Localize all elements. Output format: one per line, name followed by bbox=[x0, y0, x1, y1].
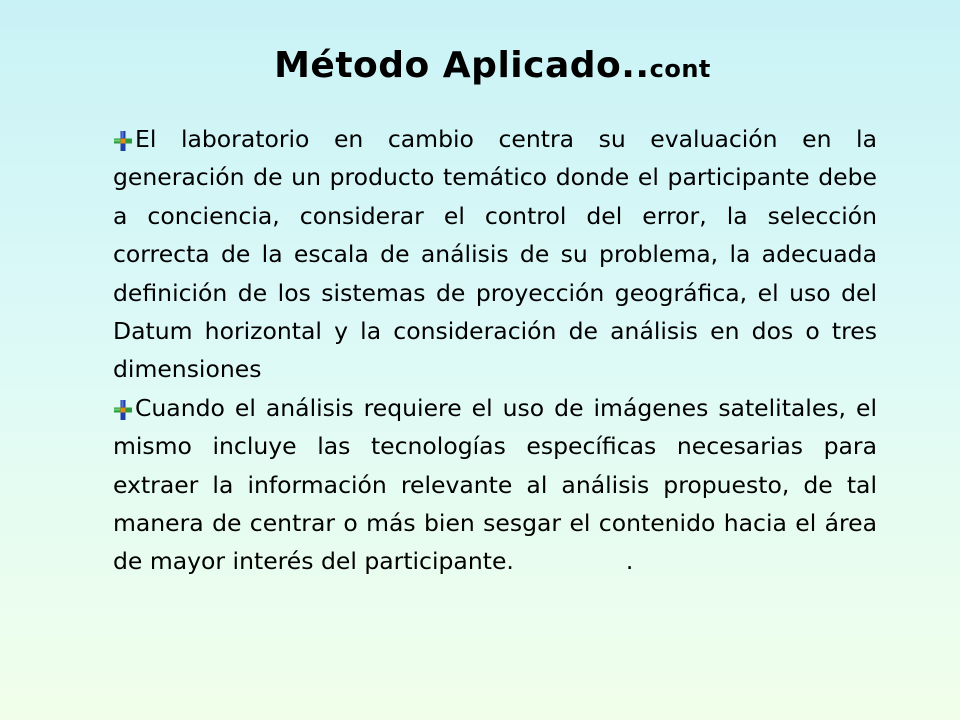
title-suffix: cont bbox=[649, 55, 711, 83]
bullet-item bbox=[113, 389, 877, 581]
slide-body bbox=[113, 120, 877, 581]
bullet-marker-icon bbox=[113, 399, 133, 421]
title-main: Método Aplicado.. bbox=[274, 45, 650, 86]
bullet-text: Cuando el análisis requiere el uso de imágenes satelitales, el mismo incluye las tecnologías específicas necesarias para extraer la información relevante al análisis propuesto, de tal manera de centrar o más bien sesgar el contenido hacia el área de mayor interés del participante. bbox=[113, 393, 877, 576]
bullet-text: El laboratorio en cambio centra su evaluación en la generación de un producto temático donde el participante debe a conciencia, considerar el control del error, la selección correcta de la escala de análisis de su problema, la adecuada definición de los sistemas de proyección geográfica, el uso del Datum horizontal y la consideración de análisis en dos o tres dimensiones bbox=[113, 125, 877, 384]
bullet-item bbox=[113, 120, 877, 389]
slide-title bbox=[0, 40, 960, 95]
trailing-dot: . bbox=[625, 547, 634, 576]
bullet-marker-icon bbox=[113, 130, 133, 152]
